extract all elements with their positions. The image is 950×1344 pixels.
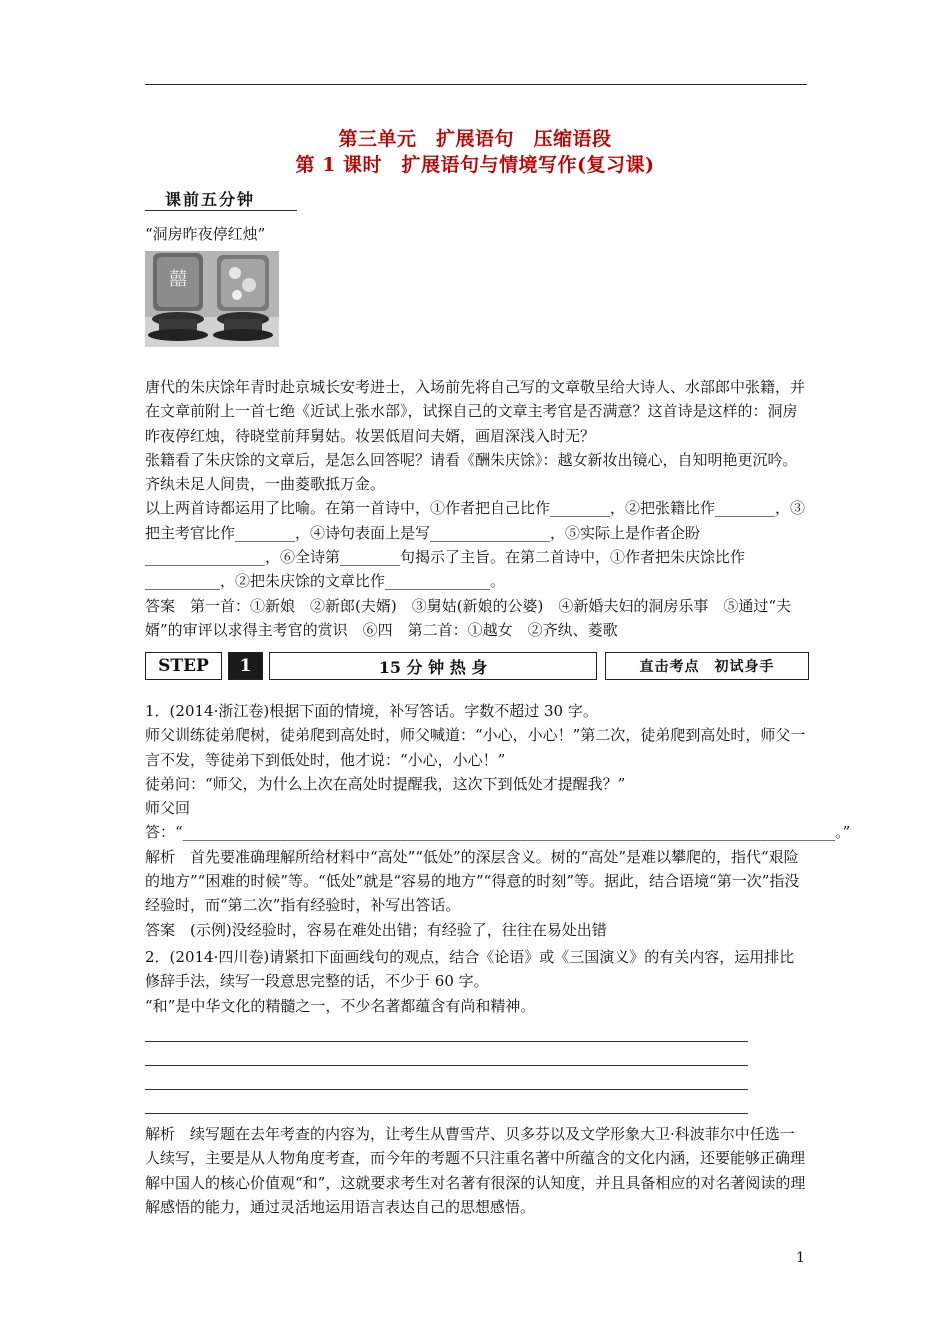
section-rule <box>145 210 297 211</box>
step-number: 1 <box>228 652 263 680</box>
step-bar <box>145 652 809 682</box>
intro-answer: 答案 第一首：①新娘 ②新郎(夫婿) ③舅姑(新娘的公婆) ④新婚夫妇的洞房乐事 ⑤通过“夫婿”的审评以求得主考官的赏识 ⑥四 第二首：①越女 ②齐纨、菱歌 <box>145 596 792 639</box>
step-title: 15 分 钟 热 身 <box>269 652 597 680</box>
q2-prompt: 2．(2014·四川卷)请紧扣下面画线句的观点，结合《论语》或《三国演义》的有关内容，运用排比修辞手法，续写一段意思完整的话，不少于 60 字。 <box>145 948 795 991</box>
q1-analysis: 解析 首先要准确理解所给材料中“高处”“低处”的深层含义。树的“高处”是难以攀爬的，指代“艰险的地方”“困难的时候”等。“低处”就是“容易的地方”“得意的时刻”等。据此，结合语境“第一次”指没经验时，而“第二次”指有经验时，补写出答话。 <box>145 847 800 915</box>
q2-analysis: 解析 续写题在去年考查的内容为，让考生从曹雪芹、贝多芬以及文学形象大卫·科波菲尔中任选一人续写，主要是从人物角度考查，而今年的考题不只注重名著中所蕴含的文化内涵，还要能够正确理解中国人的核心价值观“和”，这就要求考生对名著有很深的认知度，并且具备相应的对名著阅读的理解感悟的能力，通过灵活地运用语言表达自己的思想感悟。 <box>145 1125 806 1216</box>
intro-question: 以上两首诗都运用了比喻。在第一首诗中，①作者把自己比作________，②把张籍比作________，③把主考官比作________，④诗句表面上是写________________，⑤实际上是作者企盼________________，⑥全诗第________句揭示了主旨。在第二首诗中，①作者把朱庆馀比作__________，②把朱庆馀的文章比作______________。 <box>145 499 806 591</box>
answer-line <box>145 1065 748 1066</box>
q1-text: 师父训练徒弟爬树，徒弟爬到高处时，师父喊道：“小心，小心！”第二次，徒弟爬到高处时，师父一言不发，等徒弟下到低处时，他才说：“小心，小心！” <box>145 726 806 769</box>
q2-text: “和”是中华文化的精髓之一，不少名著都蕴含有尚和精神。 <box>145 996 536 1015</box>
q2-analysis-block <box>145 1122 809 1219</box>
candle-holders-photo <box>145 251 279 347</box>
header-rule <box>145 84 807 85</box>
intro-body <box>145 375 809 642</box>
intro-paragraph: 唐代的朱庆馀年青时赴京城长安考进士，入场前先将自己写的文章敬呈给大诗人、水部郎中张籍，并在文章前附上一首七绝《近试上张水部》，试探自己的文章主考官是否满意？这首诗是这样的：洞房昨夜停红烛，待晓堂前拜舅姑。妆罢低眉问夫婿，画眉深浅入时无？ <box>145 378 806 445</box>
unit-title: 第三单元 扩展语句 压缩语段 <box>338 128 612 150</box>
answer-line <box>145 1089 748 1090</box>
lesson-title: 第 1 课时 扩展语句与情境写作(复习课) <box>295 154 655 176</box>
answer-line <box>145 1041 748 1042</box>
q1-text: 徒弟问：“师父，为什么上次在高处时提醒我，这次下到低处才提醒我？” <box>145 774 626 793</box>
question-1 <box>145 699 851 942</box>
svg-text:囍: 囍 <box>169 269 187 290</box>
page-number: 1 <box>796 1250 805 1266</box>
intro-quote <box>145 222 809 246</box>
quote-text: “洞房昨夜停红烛” <box>145 225 266 243</box>
intro-paragraph: 张籍看了朱庆馀的文章后，是怎么回答呢？请看《酬朱庆馀》：越女新妆出镜心，自知明艳更沉吟。齐纨未足人间贵，一曲菱歌抵万金。 <box>145 450 798 494</box>
q1-answer: 答案 (示例)没经验时，容易在难处出错；有经验了，往往在易处出错 <box>145 920 607 939</box>
q1-answer-blank: 师父回答：“_______________________________________________________________________________________。” <box>145 799 851 842</box>
question-2 <box>145 945 809 1018</box>
section-heading: 课前五分钟 <box>165 190 256 209</box>
answer-line <box>145 1113 748 1114</box>
step-label: STEP <box>145 652 222 680</box>
q1-prompt: 1．(2014·浙江卷)根据下面的情境，补写答话。字数不超过 30 字。 <box>145 702 598 720</box>
step-subtitle: 直击考点 初试身手 <box>605 652 809 680</box>
